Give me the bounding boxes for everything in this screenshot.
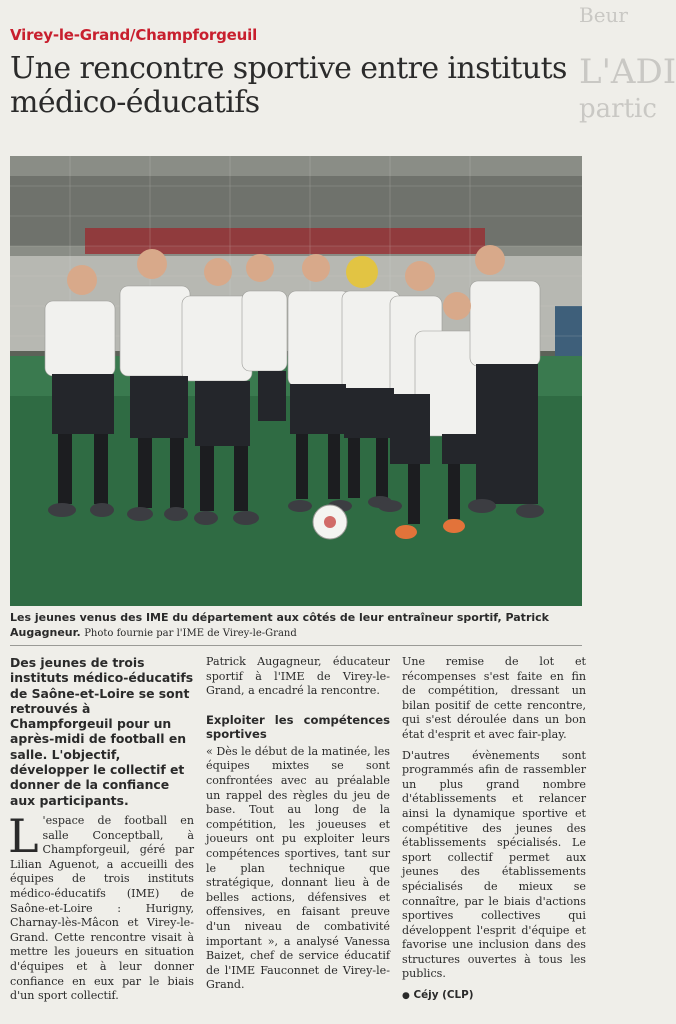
article-lead: Des jeunes de trois instituts médico-éducatifs de Saône-et-Loire se sont retrouvés à Champforgeuil pour un après-midi de football en salle. L'objectif, développer le collectif et donner de la confiance aux participants.: [10, 655, 194, 808]
drop-cap: L: [8, 808, 39, 863]
photo-credit: Photo fournie par l'IME de Virey-le-Grand: [84, 628, 297, 639]
section-subheading: Exploiter les compétences sportives: [206, 712, 390, 741]
column-3-paragraph-2: D'autres évènements sont programmés afin de rassembler un plus grand nombre d'établissements et relancer ainsi la dynamique sportive et compétitive des jeunes des établissements spécialisés. Le sport collectif permet aux jeunes des établissements spécialisés de mieux se connaître, par le biais d'actions sportives collectives qui développent l'esprit d'équipe et favorise une inclusion dans des structures ouvertes à tous les publics.: [402, 748, 586, 981]
column-3-paragraph-1: Une remise de lot et récompenses s'est faite en fin de compétition, dressant un bilan positif de cette rencontre, qui s'est déroulée dans un bon état d'esprit et avec fair-play.: [402, 655, 586, 741]
column-2-paragraph-1: Patrick Augagneur, éducateur sportif à l'IME de Virey-le-Grand, a encadré la rencontre.: [206, 655, 390, 698]
adjacent-article-bleed: [569, 0, 676, 150]
caption-text: Les jeunes venus des IME du département aux côtés de leur entraîneur sportif, Patrick Augagneur.: [10, 611, 549, 639]
bleed-line-3: partic: [579, 94, 657, 124]
photo-caption: [10, 610, 580, 641]
article-column-1: [10, 655, 194, 1010]
article-column-2: [206, 655, 390, 999]
article-photo: [10, 156, 582, 606]
author-signature: [402, 988, 586, 1004]
column-1-paragraph: [8, 808, 194, 1004]
column-1-text: 'espace de football en salle Conceptball, à Champforgeuil, géré par Lilian Aguenot, a accueilli des équipes de trois instituts médico-éducatifs (IME) de Saône-et-Loire : Hurigny, Charnay-lès-Mâcon et Virey-le-Grand. Cette rencontre visait à mettre les joueurs en situation d'équipes et à leur donner confiance en eux par le biais d'un sport collectif.: [10, 813, 194, 1003]
signature-bullet: ●: [402, 991, 410, 1002]
column-2-paragraph-2: « Dès le début de la matinée, les équipes mixtes se sont confrontées avec au préalable un rappel des règles du jeu de base. Tout au long de la compétition, les joueuses et joueurs ont pu exploiter leurs compétences sportives, tant sur le plan technique que stratégique, donnant lieu à de belles actions, défensives et offensives, en faisant preuve d'un niveau de combativité important », a analysé Vanessa Baizet, chef de service éducatif de l'IME Fauconnet de Virey-le-Grand.: [206, 744, 390, 992]
location-kicker: Virey-le-Grand/Champforgeuil: [10, 26, 258, 44]
article-column-3: [402, 655, 586, 1010]
article-headline: Une rencontre sportive entre instituts médico-éducatifs: [10, 51, 567, 120]
bleed-line-2: L'ADI: [579, 52, 676, 92]
bleed-line-1: Beur: [579, 3, 628, 27]
section-divider: [10, 645, 582, 646]
team-photo-illustration: [10, 156, 582, 606]
signature-text: Céjy (CLP): [413, 989, 474, 1002]
